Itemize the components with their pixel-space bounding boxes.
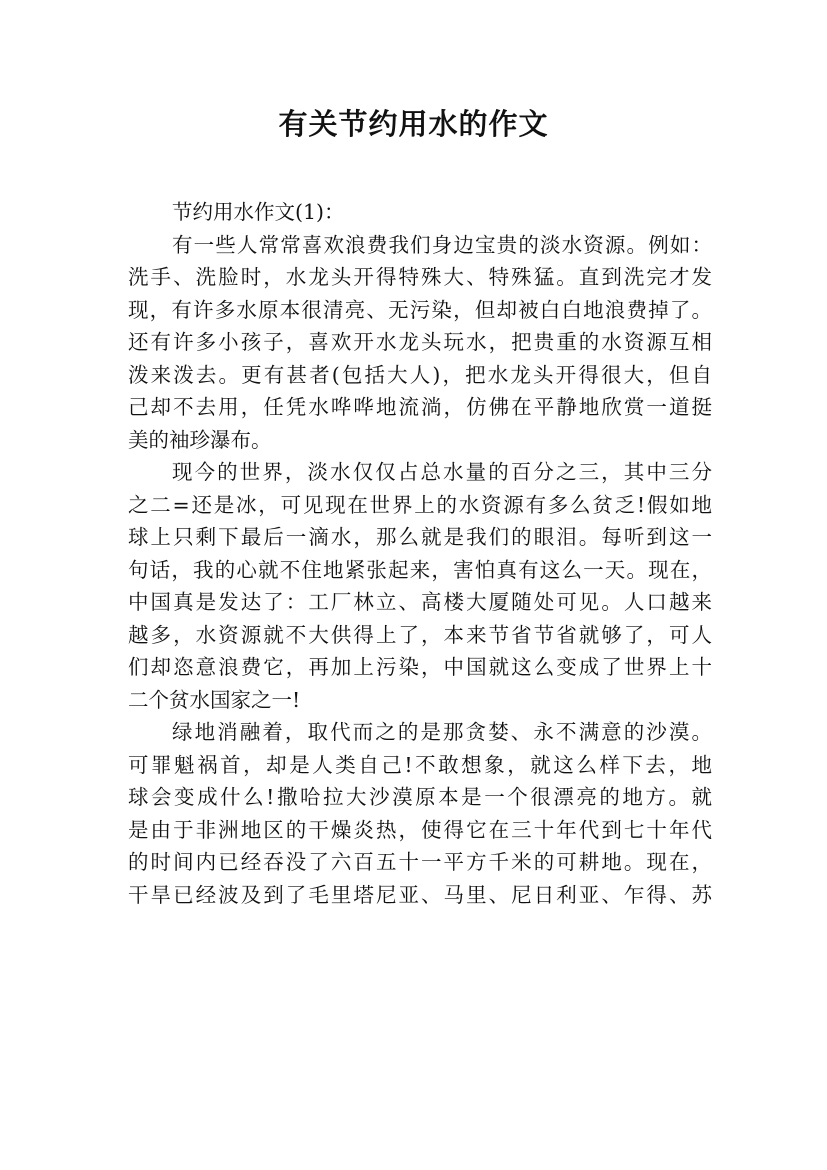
paragraph-line: 己却不去用，任凭水哗哗地流淌，仿佛在平静地欣赏一道挺: [128, 395, 712, 419]
paragraph-line: 之二=还是冰，可见现在世界上的水资源有多么贫乏!假如地: [128, 492, 712, 517]
paragraph-line: 是由于非洲地区的干燥炎热，使得它在三十年代到七十年代: [128, 817, 712, 842]
paragraph-line: 可罪魁祸首，却是人类自己!不敢想象，就这么样下去，地: [128, 752, 712, 777]
paragraph-line: 越多，水资源就不大供得上了，本来节省节省就够了，可人: [128, 622, 712, 647]
paragraph-line: 球会变成什么!撒哈拉大沙漠原本是一个很漂亮的地方。就: [128, 785, 712, 809]
paragraph-line: 泼来泼去。更有甚者(包括大人)，把水龙头开得很大，但自: [128, 362, 712, 387]
paragraph-line: 洗手、洗脸时，水龙头开得特殊大、特殊猛。直到洗完才发: [128, 265, 712, 289]
paragraph-line: 绿地消融着，取代而之的是那贪婪、永不满意的沙漠。: [172, 720, 712, 744]
paragraph-line: 现，有许多水原本很清亮、无污染，但却被白白地浪费掉了。: [128, 297, 712, 322]
paragraph-line: 二个贫水国家之一!: [128, 687, 301, 712]
paragraph-line: 还有许多小孩子，喜欢开水龙头玩水，把贵重的水资源互相: [128, 330, 712, 354]
document-title: 有关节约用水的作文: [278, 107, 549, 141]
paragraph-line: 球上只剩下最后一滴水，那么就是我们的眼泪。每听到这一: [128, 525, 712, 549]
paragraph-line: 句话，我的心就不住地紧张起来，害怕真有这么一天。现在，: [128, 557, 712, 582]
paragraph-line: 中国真是发达了：工厂林立、高楼大厦随处可见。人口越来: [128, 590, 712, 614]
section-heading: 节约用水作文(1)：: [172, 200, 345, 224]
document-body: [128, 196, 712, 911]
paragraph-line: 干旱已经波及到了毛里塔尼亚、马里、尼日利亚、乍得、苏: [128, 882, 712, 907]
paragraph-line: 有一些人常常喜欢浪费我们身边宝贵的淡水资源。例如：: [172, 232, 712, 257]
paragraph-line: 的时间内已经吞没了六百五十一平方千米的可耕地。现在，: [128, 850, 712, 874]
paragraph-line: 现今的世界，淡水仅仅占总水量的百分之三，其中三分: [172, 460, 712, 484]
paragraph-line: 美的袖珍瀑布。: [128, 427, 272, 452]
paragraph-line: 们却恣意浪费它，再加上污染，中国就这么变成了世界上十: [128, 655, 712, 679]
